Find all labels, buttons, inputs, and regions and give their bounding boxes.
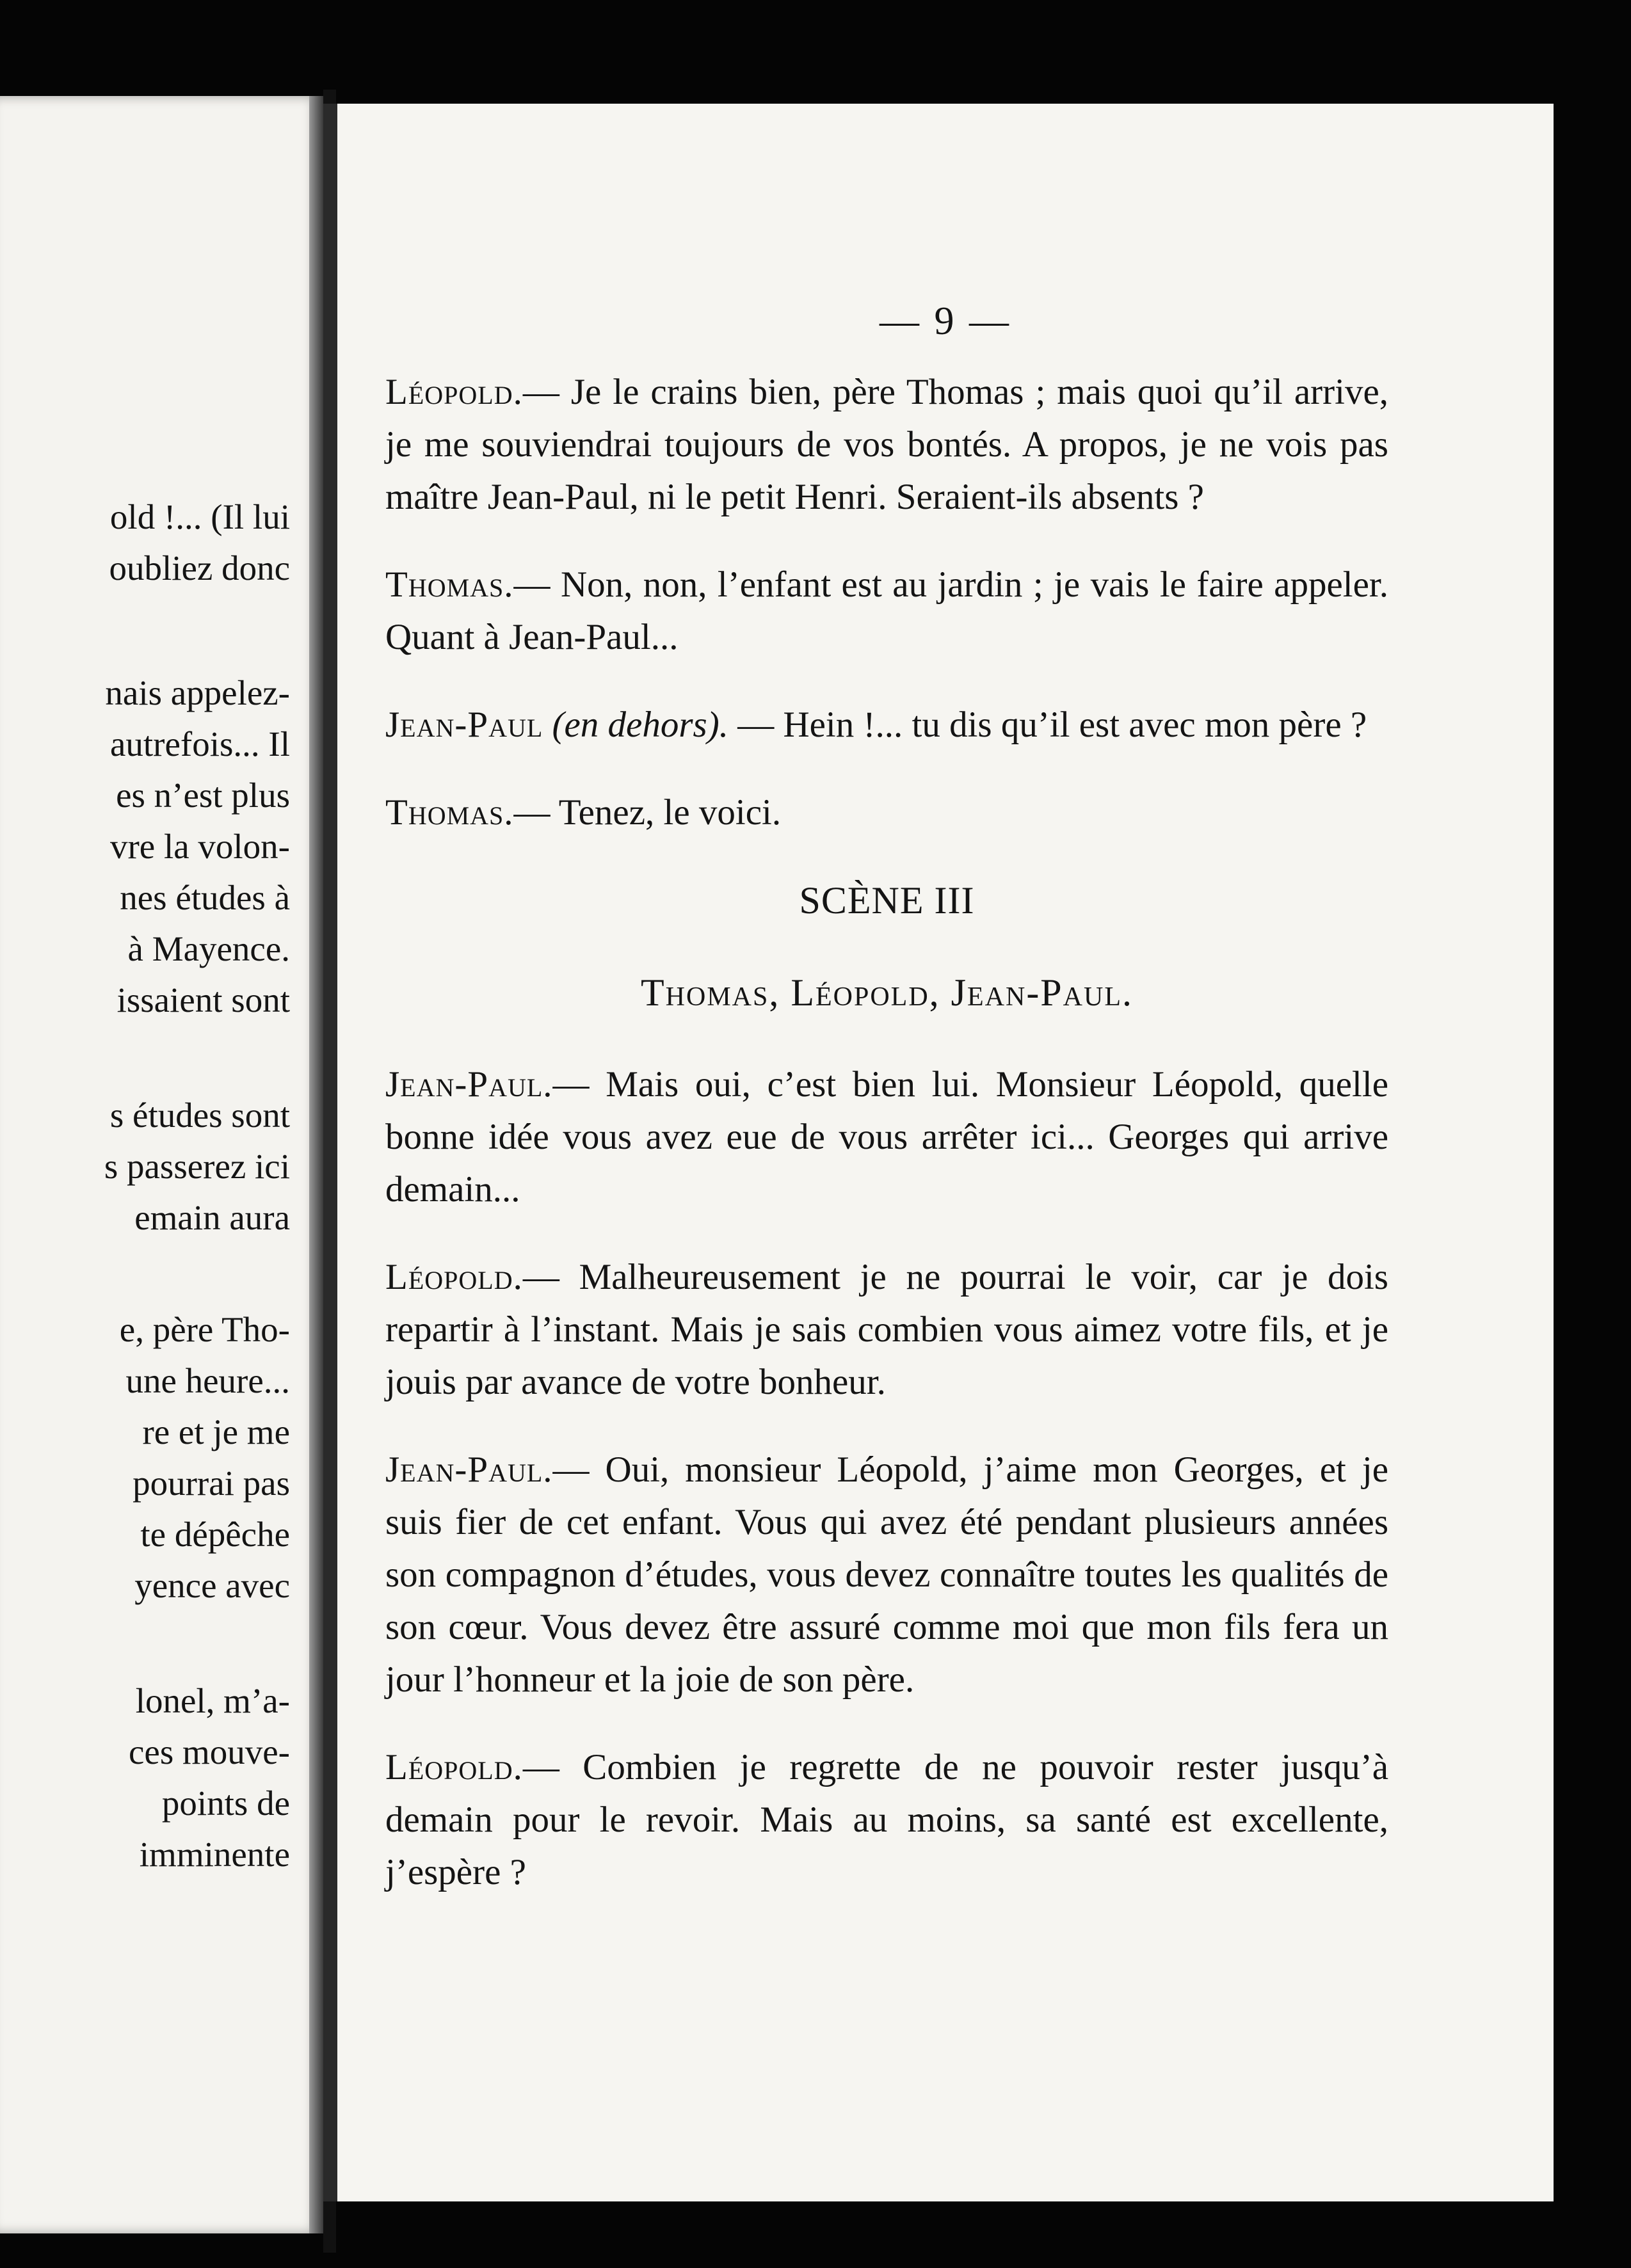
dialogue-text: — Non, non, l’enfant est au jardin ; je vais le faire appeler. Quant à Jean-Paul...	[385, 564, 1388, 657]
previous-page-line: oubliez donc	[109, 548, 290, 587]
previous-page-line: issaient sont	[116, 980, 290, 1019]
dialogue-text: — Tenez, le voici.	[513, 792, 782, 833]
book-page	[323, 104, 1554, 2201]
previous-page-line: autrefois... Il	[109, 724, 290, 763]
dialogue-paragraph	[385, 559, 1388, 664]
book-spine	[309, 96, 323, 2233]
dialogue-paragraph	[385, 787, 1388, 839]
previous-page-line: emain aura	[134, 1198, 290, 1237]
dialogue-paragraph	[385, 1741, 1388, 1899]
dialogue-text: — Mais oui, c’est bien lui. Monsieur Léopold, quelle bonne idée vous avez eue de vous arrêter ici... Georges qui arrive demain...	[385, 1064, 1388, 1210]
previous-page-line: yence avec	[134, 1566, 290, 1605]
dialogue-paragraph	[385, 699, 1388, 751]
page-text	[385, 366, 1388, 1934]
dialogue-text: — Hein !... tu dis qu’il est avec mon père ?	[728, 705, 1367, 745]
speaker-name: Jean-Paul.	[385, 1064, 553, 1105]
previous-page-line: es n’est plus	[116, 776, 290, 815]
previous-page-line: vre la volon-	[109, 827, 290, 866]
previous-page-line: nes études à	[120, 878, 290, 917]
previous-page-line: imminente	[139, 1835, 290, 1874]
previous-page-line: à Mayence.	[127, 929, 290, 968]
previous-page-line: pourrai pas	[133, 1464, 290, 1503]
speaker-name: Thomas.	[385, 564, 514, 605]
dialogue-text: — Malheureusement je ne pourrai le voir, car je dois repartir à l’instant. Mais je sais combien vous aimez votre fils, et je jouis par avance de votre bonheur.	[385, 1257, 1388, 1402]
dialogue-text: — Combien je regrette de ne pouvoir rester jusqu’à demain pour le revoir. Mais au moins, sa santé est excellente, j’espère ?	[385, 1747, 1388, 1892]
scene-title: SCÈNE III	[799, 879, 975, 922]
previous-page-line: nais appelez-	[105, 673, 290, 712]
scene-cast: Thomas, Léopold, Jean-Paul.	[641, 971, 1133, 1014]
previous-page-line: s passerez ici	[104, 1147, 290, 1186]
speaker-name: Léopold.	[385, 1747, 523, 1787]
dialogue-text: — Oui, monsieur Léopold, j’aime mon Georges, et je suis fier de cet enfant. Vous qui avez été pendant plusieurs années son compagnon d’études, vous devez connaître toutes les qualités de son cœur. Vous devez être assuré comme moi que mon fils fera un jour l’honneur et la joie de son père.	[385, 1449, 1388, 1700]
previous-page-line: re et je me	[142, 1412, 290, 1451]
dialogue-text: — Je le crains bien, père Thomas ; mais quoi qu’il arrive, je me souviendrai toujours de vos bontés. A propos, je ne vois pas maître Jean-Paul, ni le petit Henri. Seraient-ils absents ?	[385, 372, 1388, 517]
previous-page-fragment	[0, 96, 323, 2233]
previous-page-line: ces mouve-	[129, 1732, 290, 1771]
page-number: — 9 —	[880, 299, 1011, 343]
speaker-name: Thomas.	[385, 792, 514, 833]
previous-page-line: lonel, m’a-	[135, 1681, 290, 1720]
dialogue-paragraph	[385, 1444, 1388, 1706]
speaker-name: Léopold.	[385, 372, 523, 412]
previous-page-line: une heure...	[125, 1361, 290, 1400]
dialogue-paragraph	[385, 1251, 1388, 1409]
previous-page-line: e, père Tho-	[119, 1310, 290, 1349]
dialogue-paragraph	[385, 366, 1388, 523]
previous-page-line: s études sont	[109, 1096, 290, 1135]
previous-page-line: old !... (Il lui	[109, 497, 290, 536]
previous-page-line: te dépêche	[140, 1515, 290, 1554]
speaker-name: Jean-Paul	[385, 705, 543, 745]
previous-page-line: points de	[161, 1784, 290, 1823]
speaker-name: Jean-Paul.	[385, 1449, 553, 1490]
dialogue-paragraph	[385, 1058, 1388, 1216]
stage-direction: (en dehors).	[552, 705, 728, 745]
speaker-name: Léopold.	[385, 1257, 523, 1297]
